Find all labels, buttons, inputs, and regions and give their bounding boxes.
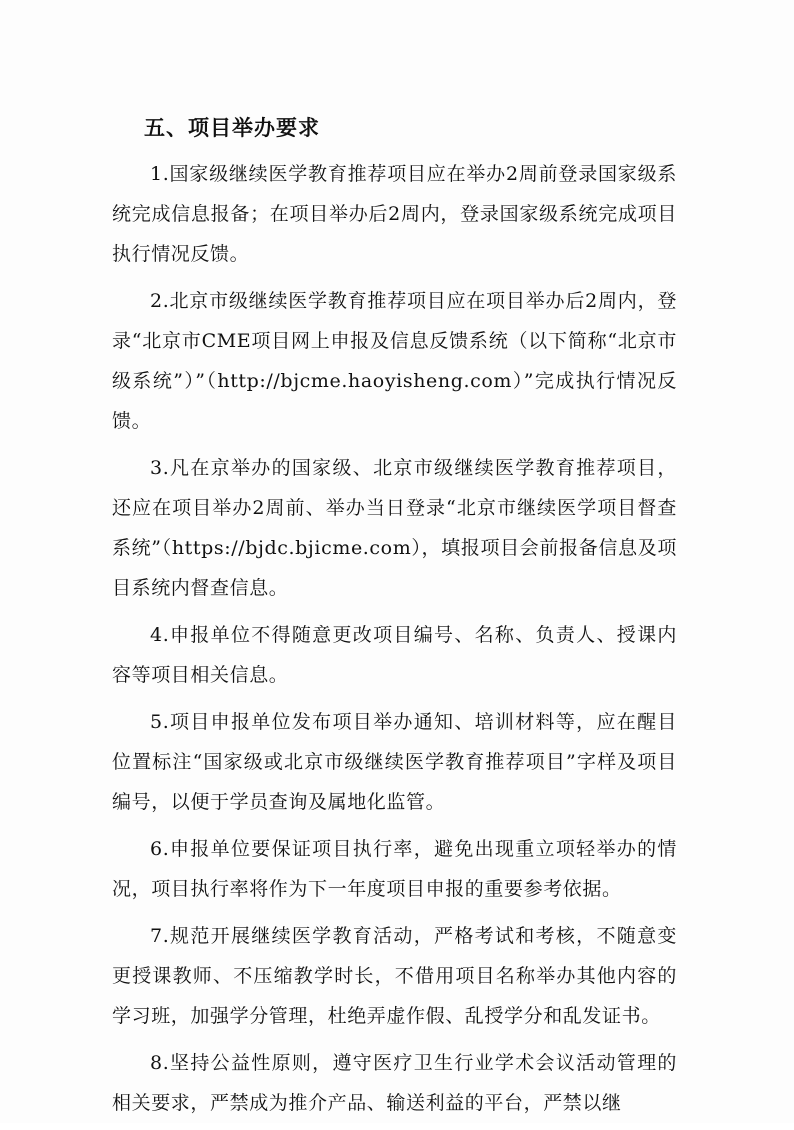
paragraph-5: 5.项目申报单位发布项目举办通知、培训材料等，应在醒目位置标注“国家级或北京市级继续医学教育推荐项目”字样及项目编号，以便于学员查询及属地化监管。 bbox=[112, 711, 677, 813]
paragraph-1: 1.国家级继续医学教育推荐项目应在举办2周前登录国家级系统完成信息报备；在项目举办后2周内，登录国家级系统完成项目执行情况反馈。 bbox=[112, 163, 677, 265]
paragraph-4: 4.申报单位不得随意更改项目编号、名称、负责人、授课内容等项目相关信息。 bbox=[112, 624, 677, 686]
paragraph-3: 3.凡在京举办的国家级、北京市级继续医学教育推荐项目，还应在项目举办2周前、举办当日登录“北京市继续医学项目督查系统”（https://bjdc.bjicme.com），填报项目会前报备信息及项目系统内督查信息。 bbox=[112, 457, 677, 599]
document-body bbox=[112, 108, 677, 1130]
paragraph-7: 7.规范开展继续医学教育活动，严格考试和考核，不随意变更授课教师、不压缩教学时长，不借用项目名称举办其他内容的学习班，加强学分管理，杜绝弄虚作假、乱授学分和乱发证书。 bbox=[112, 925, 677, 1027]
paragraph-8: 8.坚持公益性原则，遵守医疗卫生行业学术会议活动管理的相关要求，严禁成为推介产品、输送利益的平台，严禁以继 bbox=[112, 1052, 677, 1114]
section-heading: 五、项目举办要求 bbox=[144, 116, 320, 140]
paragraph-6: 6.申报单位要保证项目执行率，避免出现重立项轻举办的情况，项目执行率将作为下一年度项目申报的重要参考依据。 bbox=[112, 838, 677, 900]
paragraph-2: 2.北京市级继续医学教育推荐项目应在项目举办后2周内，登录“北京市CME项目网上申报及信息反馈系统（以下简称“北京市级系统”）”（http://bjcme.haoyisheng.com）”完成执行情况反馈。 bbox=[112, 290, 677, 432]
